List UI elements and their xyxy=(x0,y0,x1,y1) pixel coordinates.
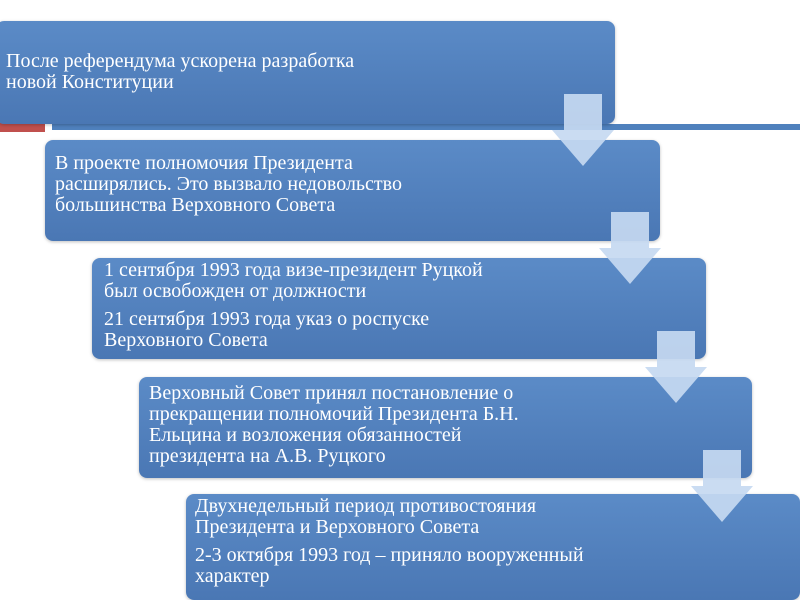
down-arrow-icon xyxy=(599,212,661,284)
process-step-3-text-2: 21 сентября 1993 года указ о роспуске Верховного Совета xyxy=(104,308,430,351)
process-step-1-text: После референдума ускорена разработка новой Конституции xyxy=(6,50,355,93)
down-arrow-icon xyxy=(552,94,614,166)
blue-stripe-line xyxy=(52,124,800,130)
process-step-3-text-1: 1 сентября 1993 года визе-президент Руцкой был освобожден от должности xyxy=(104,259,483,302)
down-arrow-icon xyxy=(645,331,707,403)
process-step-4-text: Верховный Совет принял постановление о прекращении полномочий Президента Б.Н. Ельцина и возложения обязанностей президента на А.В. Руцкого xyxy=(149,382,519,467)
process-step-5-text-2: 2-3 октября 1993 год – приняло вооруженный характер xyxy=(195,544,584,587)
down-arrow-icon xyxy=(691,450,753,522)
process-step-5-text-1: Двухнедельный период противостояния Президента и Верховного Совета xyxy=(195,495,537,538)
process-step-2-text: В проекте полномочия Президента расширялись. Это вызвало недовольство большинства Верховного Совета xyxy=(55,152,402,216)
process-step-1 xyxy=(0,21,615,124)
